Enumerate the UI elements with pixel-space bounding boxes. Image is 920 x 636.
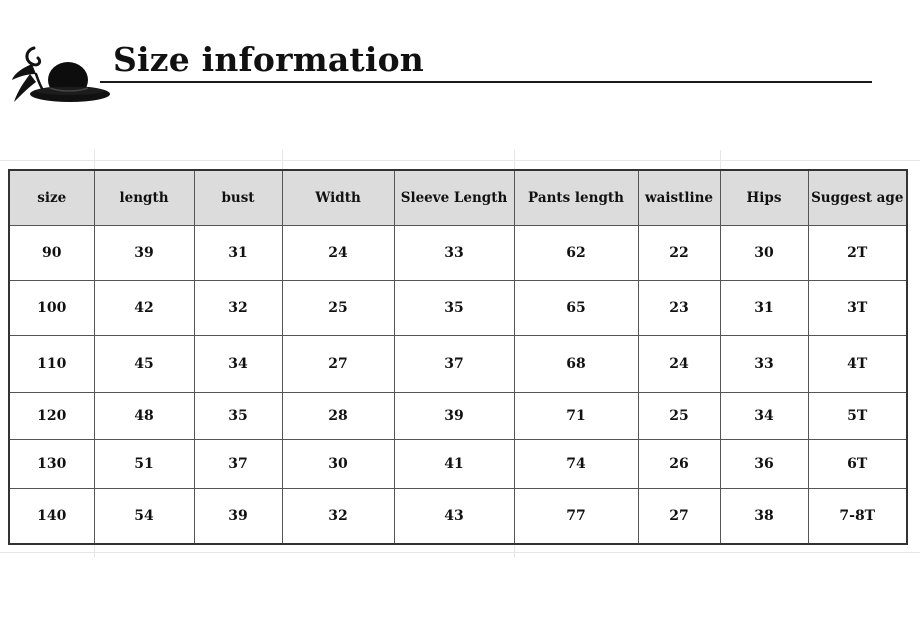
table-header-row	[9, 170, 907, 226]
table-cell: 34	[720, 393, 808, 440]
table-row	[9, 393, 907, 440]
title-underline	[100, 81, 872, 83]
table-cell: 33	[394, 226, 514, 281]
column-header-bust: bust	[194, 170, 282, 226]
column-header-length: length	[94, 170, 194, 226]
table-cell: 43	[394, 489, 514, 545]
table-cell: 39	[94, 226, 194, 281]
table-cell: 130	[9, 440, 94, 489]
table-cell: 24	[282, 226, 394, 281]
background-grid-line	[720, 150, 721, 170]
table-cell: 34	[194, 336, 282, 393]
table-cell: 77	[514, 489, 638, 545]
table-cell: 30	[720, 226, 808, 281]
table-cell: 2T	[808, 226, 907, 281]
table-cell: 25	[282, 281, 394, 336]
table-cell: 54	[94, 489, 194, 545]
table-cell: 28	[282, 393, 394, 440]
background-grid-line	[94, 150, 95, 170]
background-grid-line	[282, 150, 283, 170]
column-header-pants-length: Pants length	[514, 170, 638, 226]
size-chart-table	[8, 169, 908, 545]
column-header-width: Width	[282, 170, 394, 226]
background-grid-line	[0, 552, 920, 553]
table-cell: 23	[638, 281, 720, 336]
table-cell: 25	[638, 393, 720, 440]
hat-and-scarf-icon	[8, 44, 112, 108]
table-cell: 39	[394, 393, 514, 440]
table-cell: 90	[9, 226, 94, 281]
table-cell: 71	[514, 393, 638, 440]
table-cell: 26	[638, 440, 720, 489]
table-cell: 7-8T	[808, 489, 907, 545]
table-cell: 74	[514, 440, 638, 489]
table-cell: 51	[94, 440, 194, 489]
table-cell: 33	[720, 336, 808, 393]
column-header-sleeve-length: Sleeve Length	[394, 170, 514, 226]
table-cell: 32	[282, 489, 394, 545]
table-cell: 62	[514, 226, 638, 281]
table-cell: 48	[94, 393, 194, 440]
table-cell: 45	[94, 336, 194, 393]
table-cell: 41	[394, 440, 514, 489]
table-row	[9, 226, 907, 281]
table-cell: 30	[282, 440, 394, 489]
table-cell: 4T	[808, 336, 907, 393]
table-cell: 37	[194, 440, 282, 489]
table-cell: 22	[638, 226, 720, 281]
table-cell: 38	[720, 489, 808, 545]
table-cell: 27	[638, 489, 720, 545]
background-grid-line	[94, 543, 95, 557]
table-cell: 65	[514, 281, 638, 336]
table-cell: 3T	[808, 281, 907, 336]
table-cell: 24	[638, 336, 720, 393]
table-cell: 6T	[808, 440, 907, 489]
table-cell: 36	[720, 440, 808, 489]
table-cell: 31	[720, 281, 808, 336]
table-cell: 35	[394, 281, 514, 336]
page-title: Size information	[113, 40, 424, 79]
table-row	[9, 281, 907, 336]
table-row	[9, 489, 907, 545]
table-cell: 42	[94, 281, 194, 336]
table-row	[9, 336, 907, 393]
table-cell: 32	[194, 281, 282, 336]
table-cell: 68	[514, 336, 638, 393]
page-header	[0, 0, 920, 120]
table-cell: 35	[194, 393, 282, 440]
table-cell: 5T	[808, 393, 907, 440]
table-cell: 110	[9, 336, 94, 393]
table-cell: 37	[394, 336, 514, 393]
table-cell: 140	[9, 489, 94, 545]
column-header-size: size	[9, 170, 94, 226]
background-grid-line	[514, 543, 515, 557]
table-cell: 100	[9, 281, 94, 336]
column-header-waistline: waistline	[638, 170, 720, 226]
column-header-hips: Hips	[720, 170, 808, 226]
background-grid-line	[0, 160, 920, 161]
table-cell: 31	[194, 226, 282, 281]
table-row	[9, 440, 907, 489]
table-cell: 27	[282, 336, 394, 393]
table-cell: 120	[9, 393, 94, 440]
table-cell: 39	[194, 489, 282, 545]
column-header-suggest-age: Suggest age	[808, 170, 907, 226]
background-grid-line	[514, 150, 515, 170]
